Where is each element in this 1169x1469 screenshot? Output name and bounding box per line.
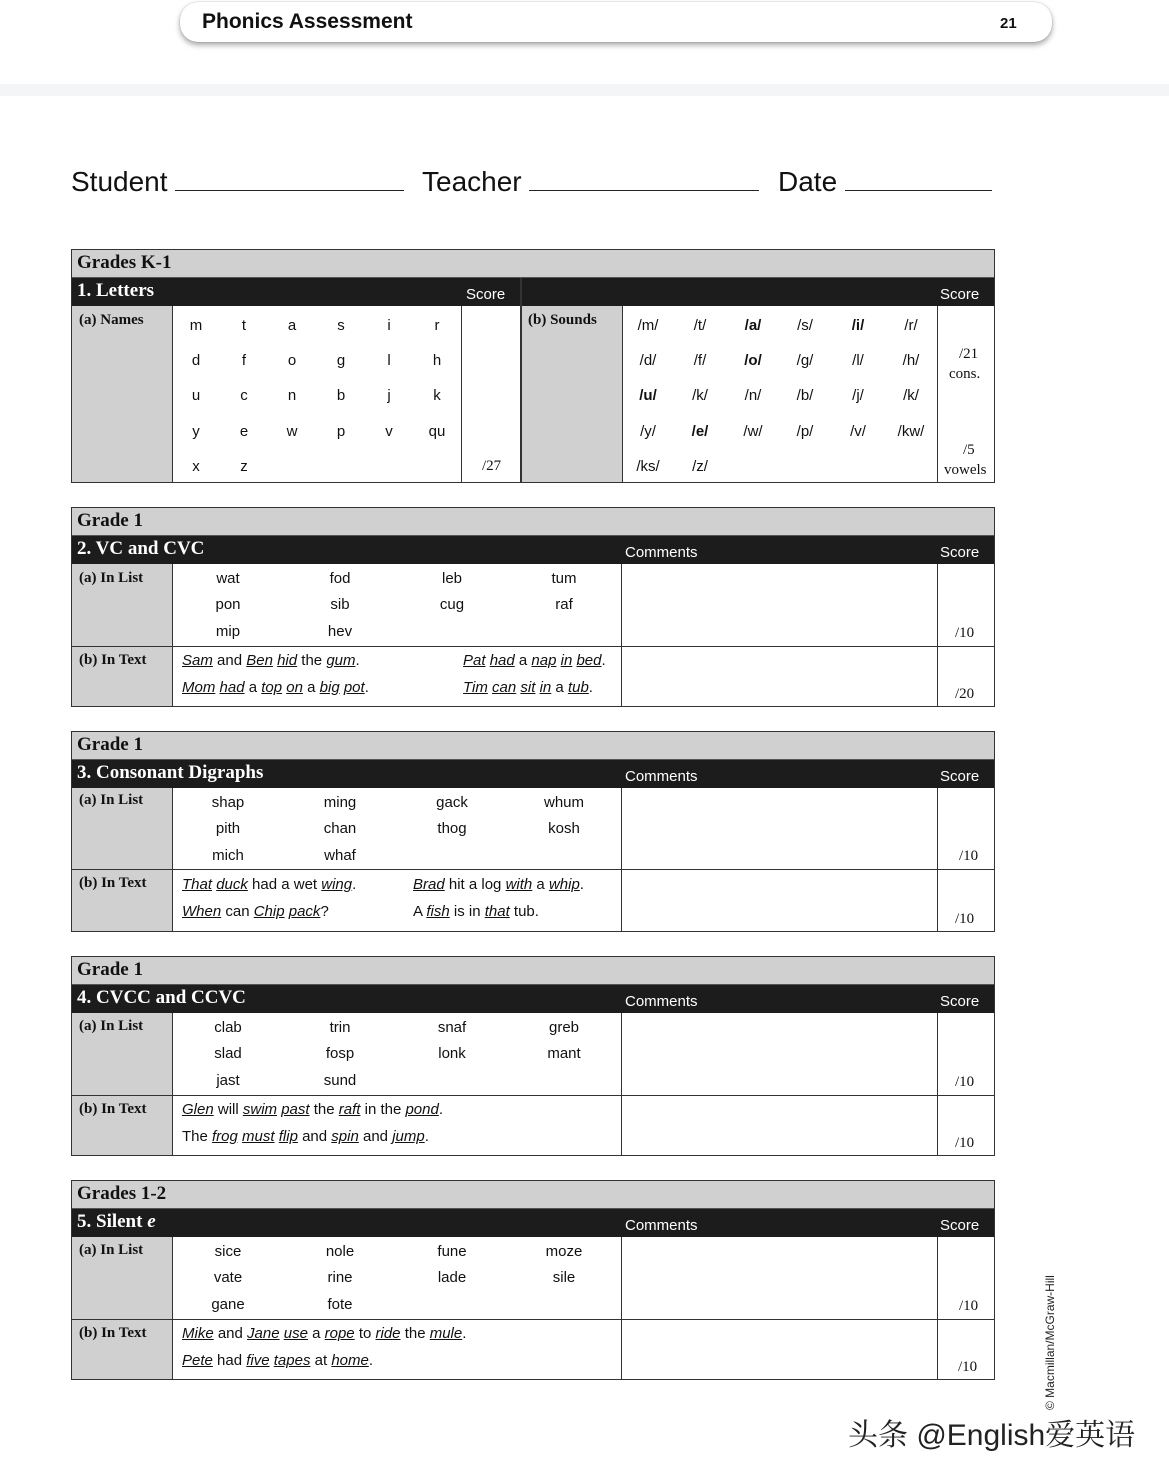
nonsense-word: whum: [543, 794, 585, 811]
section-title: 4. CVCC and CCVC: [77, 987, 246, 1008]
letter-name: qu: [428, 423, 446, 440]
letter-name: d: [191, 352, 201, 369]
in-text-label: (b) In Text: [79, 1101, 147, 1117]
cons-score: /21: [959, 346, 979, 362]
target-word: whip: [548, 876, 580, 893]
names-label: (a) Names: [79, 312, 144, 328]
test-sentence: [413, 903, 539, 920]
letter-sound: /o/: [744, 352, 762, 369]
target-word: Ben: [246, 652, 273, 669]
letter-name: c: [240, 387, 248, 404]
score-header: Score: [940, 768, 980, 785]
list-score: /10: [955, 625, 975, 641]
section-title-bar: [72, 985, 994, 1013]
target-word: ride: [375, 1325, 401, 1342]
target-word: pot: [343, 679, 365, 696]
divider: [937, 1013, 938, 1155]
target-word: fish: [426, 903, 450, 920]
header-divider-band: [0, 84, 1169, 96]
target-word: That: [182, 876, 213, 893]
target-word: jump: [392, 1128, 425, 1145]
target-word: on: [286, 679, 303, 696]
comments-field[interactable]: [622, 788, 936, 869]
letter-sound: /g/: [796, 352, 814, 369]
sentence-text: A: [413, 903, 427, 920]
nonsense-word: pon: [215, 596, 241, 613]
in-list-label: (a) In List: [79, 792, 144, 808]
divider: [937, 1237, 938, 1379]
nonsense-word: tum: [551, 570, 577, 587]
target-word: bed: [576, 652, 602, 669]
nonsense-word: whaf: [324, 847, 356, 864]
target-word: must: [242, 1128, 275, 1145]
letter-sound: /kw/: [897, 423, 925, 440]
label-cell: [522, 306, 622, 482]
sentence-text: tub.: [509, 903, 539, 920]
score-header: Score: [940, 286, 980, 303]
nonsense-word: shap: [211, 794, 245, 811]
test-sentence: [182, 1128, 429, 1145]
target-word: five: [246, 1352, 270, 1369]
target-word: Pat: [463, 652, 486, 669]
sentence-text: the: [309, 1101, 339, 1118]
nonsense-word: greb: [548, 1019, 580, 1036]
test-sentence: [463, 652, 606, 669]
divider: [172, 788, 173, 931]
letter-sound: /b/: [796, 387, 814, 404]
sentence-text: and: [213, 1325, 248, 1342]
divider: [172, 1237, 173, 1379]
target-word: pack: [288, 903, 321, 920]
letter-name: e: [239, 423, 249, 440]
sentence-text: .: [462, 1325, 467, 1342]
divider: [937, 564, 938, 706]
letter-name: w: [286, 423, 298, 440]
letter-sound: /t/: [693, 317, 707, 334]
nonsense-word: moze: [545, 1243, 583, 1260]
target-word: Glen: [182, 1101, 214, 1118]
cons-score-label: cons.: [949, 366, 981, 382]
divider: [937, 788, 938, 931]
letter-name: g: [336, 352, 346, 369]
target-word: had: [489, 652, 515, 669]
sentence-text: The: [182, 1128, 213, 1145]
letter-sound: /d/: [639, 352, 657, 369]
letter-sound: /ks/: [636, 458, 660, 475]
target-word: rope: [324, 1325, 355, 1342]
copyright-notice: © Macmillan/McGraw-Hill: [1043, 1275, 1057, 1410]
sentence-text: the: [297, 652, 327, 669]
vowels-score-label: vowels: [944, 462, 987, 478]
section-title-bar: [72, 1209, 994, 1237]
target-word: wing: [321, 876, 353, 893]
grade-heading: Grades K-1: [72, 250, 994, 278]
section-title: 3. Consonant Digraphs: [77, 762, 264, 783]
target-word: top: [261, 679, 283, 696]
letter-sound: /a/: [744, 317, 762, 334]
letter-sound: /h/: [902, 352, 920, 369]
nonsense-word: rine: [327, 1269, 353, 1286]
section-title-bar: [72, 536, 994, 564]
letter-name: f: [241, 352, 247, 369]
nonsense-word: leb: [441, 570, 463, 587]
nonsense-word: thog: [437, 820, 467, 837]
in-text-label: (b) In Text: [79, 875, 147, 891]
nonsense-word: lonk: [438, 1045, 466, 1062]
target-word: Brad: [413, 876, 445, 893]
comments-field[interactable]: [622, 1013, 936, 1095]
divider: [937, 306, 938, 482]
sentence-text: .: [588, 679, 593, 696]
grade-heading: Grades 1-2: [72, 1181, 994, 1209]
target-word: with: [505, 876, 533, 893]
sentence-text: .: [355, 652, 360, 669]
sentence-text: will: [213, 1101, 243, 1118]
divider: [72, 646, 994, 647]
grade-heading: Grade 1: [72, 957, 994, 985]
letter-sound: /r/: [904, 317, 918, 334]
letter-name: p: [336, 423, 346, 440]
test-sentence: [182, 1101, 443, 1118]
section-letters: [71, 249, 995, 483]
letter-sound: /u/: [639, 387, 657, 404]
letter-name: a: [287, 317, 297, 334]
comments-header: Comments: [625, 1217, 698, 1234]
test-sentence: [182, 1325, 466, 1342]
teacher-label: Teacher: [422, 166, 522, 197]
letter-name: y: [192, 423, 200, 440]
sentence-text: and: [212, 652, 247, 669]
score-header: Score: [466, 286, 506, 303]
letter-sound: /y/: [640, 423, 656, 440]
comments-header: Comments: [625, 768, 698, 785]
target-word: Chip: [253, 903, 285, 920]
target-word: When: [182, 903, 222, 920]
target-word: frog: [212, 1128, 238, 1145]
letter-sound: /l/: [852, 352, 864, 369]
divider: [72, 1095, 994, 1096]
text-score: /10: [955, 911, 975, 927]
score-header: Score: [940, 544, 980, 561]
comments-field[interactable]: [622, 564, 936, 646]
score-header: Score: [940, 1217, 980, 1234]
sentence-text: .: [424, 1128, 429, 1145]
nonsense-word: snaf: [437, 1019, 467, 1036]
letter-sound: /p/: [796, 423, 814, 440]
text-score: /10: [958, 1359, 978, 1375]
sentence-text: to: [354, 1325, 376, 1342]
target-word: that: [484, 903, 510, 920]
letter-name: t: [241, 317, 247, 334]
nonsense-word: clab: [214, 1019, 242, 1036]
text-score: /20: [955, 686, 975, 702]
test-sentence: [182, 652, 360, 669]
letter-sound: /z/: [692, 458, 708, 475]
test-sentence: [182, 679, 369, 696]
target-word: Tim: [463, 679, 488, 696]
target-word: swim: [242, 1101, 278, 1118]
section-title-bar: [72, 278, 994, 306]
sentence-text: and: [297, 1128, 332, 1145]
watermark: 头条 @English爱英语: [848, 1419, 1136, 1452]
target-word: spin: [331, 1128, 359, 1145]
sentence-text: hit a log: [444, 876, 506, 893]
nonsense-word: vate: [213, 1269, 243, 1286]
test-sentence: [182, 876, 356, 893]
letter-sound: /i/: [851, 317, 865, 334]
letter-name: h: [432, 352, 442, 369]
letter-name: k: [433, 387, 441, 404]
letter-sound: /n/: [744, 387, 762, 404]
letter-name: i: [387, 317, 391, 334]
letter-name: b: [336, 387, 346, 404]
nonsense-word: mant: [547, 1045, 581, 1062]
comments-field[interactable]: [622, 1237, 936, 1319]
student-field[interactable]: [175, 190, 404, 191]
nonsense-word: fune: [437, 1243, 467, 1260]
page-number: 21: [1000, 15, 1017, 32]
letter-sound: /m/: [637, 317, 659, 334]
letter-name: u: [191, 387, 201, 404]
target-word: Sam: [182, 652, 213, 669]
student-label: Student: [71, 166, 168, 197]
sentence-text: a: [302, 679, 320, 696]
sentence-text: at: [310, 1352, 332, 1369]
letter-sound: /k/: [692, 387, 708, 404]
divider: [172, 306, 173, 482]
sentence-text: .: [368, 1352, 374, 1369]
nonsense-word: fote: [327, 1296, 353, 1313]
section-title-bar: [72, 760, 994, 788]
text-score: /10: [955, 1135, 975, 1151]
nonsense-word: gane: [211, 1296, 245, 1313]
page-title: Phonics Assessment: [202, 10, 413, 33]
section-vc-cvc: [71, 507, 995, 707]
comments-header: Comments: [625, 993, 698, 1010]
sentence-text: a: [307, 1325, 325, 1342]
date-label: Date: [778, 166, 838, 197]
nonsense-word: fosp: [325, 1045, 355, 1062]
target-word: past: [281, 1101, 310, 1118]
grade-heading: Grade 1: [72, 508, 994, 536]
sounds-label: (b) Sounds: [528, 312, 597, 328]
nonsense-word: fod: [329, 570, 351, 587]
letter-name: z: [240, 458, 248, 475]
letter-name: l: [387, 352, 391, 369]
letter-name: n: [287, 387, 297, 404]
nonsense-word: trin: [329, 1019, 351, 1036]
nonsense-word: lade: [437, 1269, 467, 1286]
comments-header: Comments: [625, 544, 698, 561]
nonsense-word: wat: [216, 570, 240, 587]
sentence-text: and: [358, 1128, 393, 1145]
nonsense-word: sib: [330, 596, 350, 613]
letter-name: m: [189, 317, 203, 334]
nonsense-word: jast: [216, 1072, 240, 1089]
target-word: Mike: [182, 1325, 214, 1342]
nonsense-word: raf: [555, 596, 573, 613]
letter-name: v: [385, 423, 393, 440]
target-word: hid: [277, 652, 298, 669]
list-score: /10: [959, 1298, 979, 1314]
divider: [520, 278, 522, 482]
target-word: tapes: [273, 1352, 311, 1369]
target-word: flip: [278, 1128, 298, 1145]
divider: [461, 306, 462, 482]
letter-sound: /f/: [693, 352, 707, 369]
letter-name: x: [192, 458, 200, 475]
target-word: pond: [405, 1101, 439, 1118]
target-word: gum: [326, 652, 356, 669]
target-word: in: [560, 652, 573, 669]
section-title: 2. VC and CVC: [77, 538, 205, 559]
nonsense-word: gack: [436, 794, 468, 811]
label-cell: [72, 788, 172, 931]
sentence-text: a: [532, 876, 549, 893]
nonsense-word: sile: [552, 1269, 576, 1286]
sentence-text: a: [244, 679, 262, 696]
target-word: sit: [520, 679, 536, 696]
target-word: nap: [531, 652, 557, 669]
section-silent-e: [71, 1180, 995, 1380]
target-word: in: [539, 679, 552, 696]
nonsense-word: cug: [439, 596, 465, 613]
sentence-text: had a wet: [247, 876, 322, 893]
label-cell: [72, 306, 172, 482]
sentence-text: had: [212, 1352, 247, 1369]
grade-heading: Grade 1: [72, 732, 994, 760]
in-list-label: (a) In List: [79, 1018, 144, 1034]
sentence-text: the: [400, 1325, 430, 1342]
target-word: tub: [567, 679, 589, 696]
target-word: mule: [429, 1325, 463, 1342]
letter-sound: /k/: [903, 387, 919, 404]
in-list-label: (a) In List: [79, 570, 144, 586]
sentence-text: .: [364, 679, 369, 696]
nonsense-word: nole: [325, 1243, 355, 1260]
letter-name: s: [337, 317, 345, 334]
target-word: Mom: [182, 679, 216, 696]
target-word: use: [283, 1325, 308, 1342]
nonsense-word: chan: [323, 820, 357, 837]
section-title: 1. Letters: [77, 280, 155, 301]
sentence-text: .: [601, 652, 606, 669]
divider: [172, 1013, 173, 1155]
list-score: /10: [955, 1074, 975, 1090]
sentence-text: can: [221, 903, 254, 920]
target-word: had: [219, 679, 245, 696]
in-list-label: (a) In List: [79, 1242, 144, 1258]
in-text-label: (b) In Text: [79, 652, 147, 668]
date-field[interactable]: [845, 190, 992, 191]
letter-sound: /e/: [691, 423, 709, 440]
target-word: home: [331, 1352, 369, 1369]
target-word: duck: [216, 876, 248, 893]
target-word: Pete: [182, 1352, 213, 1369]
section-title: 5. Silent e: [77, 1211, 156, 1232]
divider: [622, 306, 623, 482]
test-sentence: [413, 876, 584, 893]
in-text-label: (b) In Text: [79, 1325, 147, 1341]
letter-sound: /s/: [797, 317, 813, 334]
letter-sound: /w/: [743, 423, 763, 440]
test-sentence: [182, 1352, 373, 1369]
divider: [72, 1319, 994, 1320]
sentence-text: in the: [360, 1101, 406, 1118]
nonsense-word: mich: [212, 847, 244, 864]
section-cvcc-ccvc: [71, 956, 995, 1156]
sentence-text: .: [352, 876, 357, 893]
teacher-field[interactable]: [529, 190, 759, 191]
sentence-text: is in: [449, 903, 485, 920]
sentence-text: a: [551, 679, 568, 696]
nonsense-word: ming: [323, 794, 357, 811]
list-score: /10: [959, 848, 979, 864]
nonsense-word: slad: [214, 1045, 242, 1062]
section-consonant-digraphs: [71, 731, 995, 932]
sentence-text: ?: [320, 903, 329, 920]
names-score: /27: [482, 458, 502, 474]
letter-name: j: [387, 387, 391, 404]
letter-name: r: [434, 317, 440, 334]
target-word: big: [319, 679, 340, 696]
nonsense-word: pith: [215, 820, 241, 837]
vowels-score: /5: [963, 442, 975, 458]
divider: [172, 564, 173, 706]
test-sentence: [182, 903, 329, 920]
sentence-text: .: [579, 876, 584, 893]
letter-sound: /v/: [850, 423, 866, 440]
nonsense-word: mip: [215, 623, 241, 640]
divider: [72, 869, 994, 870]
target-word: Jane: [247, 1325, 280, 1342]
letter-sound: /j/: [852, 387, 864, 404]
letter-name: o: [287, 352, 297, 369]
sentence-text: .: [438, 1101, 444, 1118]
score-header: Score: [940, 993, 980, 1010]
nonsense-word: hev: [327, 623, 353, 640]
test-sentence: [463, 679, 593, 696]
nonsense-word: sice: [214, 1243, 242, 1260]
sentence-text: a: [514, 652, 532, 669]
nonsense-word: sund: [323, 1072, 357, 1089]
target-word: raft: [338, 1101, 361, 1118]
nonsense-word: kosh: [548, 820, 580, 837]
target-word: can: [492, 679, 517, 696]
